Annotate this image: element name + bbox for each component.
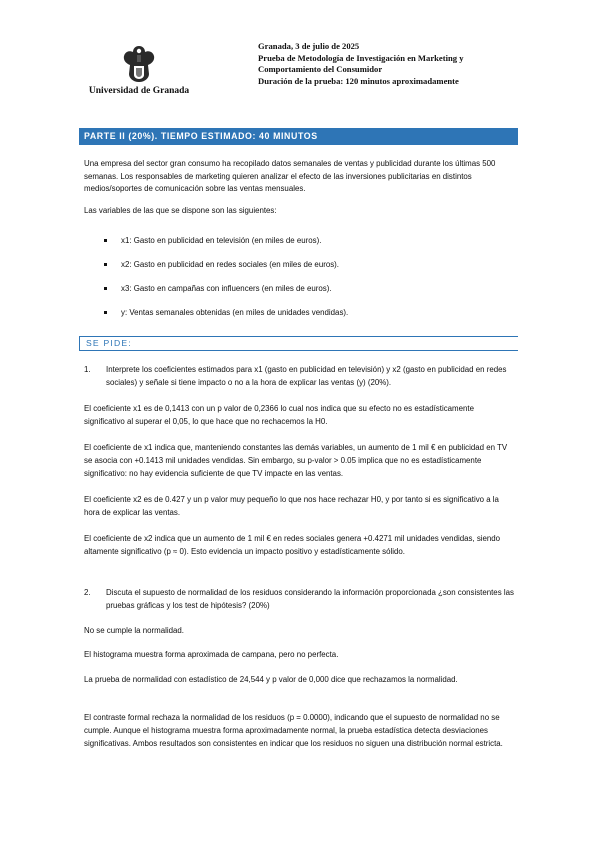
university-name: Universidad de Granada [88, 86, 190, 96]
header-date: Granada, 3 de julio de 2025 [258, 41, 360, 51]
exam-header [258, 41, 558, 87]
answer-paragraph: El coeficiente x1 es de 0,1413 con un p valor de 0,2366 lo cual nos indica que su efecto no es estadísticamente significativo al superar el 0,05, lo que hace que no rechacemos la H0. [84, 404, 474, 426]
university-logo [84, 44, 194, 96]
answer-paragraph: El coeficiente x2 es de 0.427 y un p valor muy pequeño lo que nos hace rechazar H0, y por tanto si es significativo a la hora de explicar las ventas. [84, 495, 499, 517]
header-course-line1: Prueba de Metodología de Investigación en Marketing y [258, 52, 464, 63]
bullet-icon [104, 311, 107, 314]
question-2 [84, 587, 516, 613]
bullet-icon [104, 263, 107, 266]
bullet-icon [104, 287, 107, 290]
answer-paragraph: No se cumple la normalidad. [84, 626, 184, 635]
question-text: Interprete los coeficientes estimados para x1 (gasto en publicidad en televisión) y x2 (gasto en publicidad en redes sociales) y señale si tiene impacto o no a la hora de explicar las ventas (y) (20%). [106, 365, 507, 387]
answer-paragraph: El coeficiente de x2 indica que un aumento de 1 mil € en redes sociales genera +0.4271 mil unidades vendidas, siendo altamente significativo (p ≈ 0). Esto evidencia un impacto positivo y estadísticamente sólido. [84, 534, 501, 556]
answer-paragraph: El coeficiente de x1 indica que, manteniendo constantes las demás variables, un aumento de 1 mil € en publicidad en TV se asocia con +0.1413 mil unidades vendidas. Sin embargo, su p-valor > 0.05 implica que no es estadísticamente significativo: no hay evidencia suficiente de que TV impacte en las ventas. [84, 443, 508, 478]
intro-section [84, 158, 516, 217]
answer-paragraph: El histograma muestra forma aproximada de campana, pero no perfecta. [84, 650, 339, 659]
se-pide-header: SE PIDE: [79, 336, 518, 351]
answer-paragraph: La prueba de normalidad con estadístico de 24,544 y p valor de 0,000 dice que rechazamos la normalidad. [84, 675, 458, 684]
question-number: 2. [84, 588, 91, 597]
list-item: x2: Gasto en publicidad en redes sociales (en miles de euros). [104, 259, 339, 271]
part-title-bar: PARTE II (20%). TIEMPO ESTIMADO: 40 MINUTOS [79, 128, 518, 145]
variables-intro: Las variables de las que se dispone son las siguientes: [84, 205, 277, 215]
list-item: x3: Gasto en campañas con influencers (en miles de euros). [104, 283, 332, 295]
list-item: x1: Gasto en publicidad en televisión (en miles de euros). [104, 235, 321, 247]
question-number: 1. [84, 365, 91, 374]
intro-paragraph: Una empresa del sector gran consumo ha recopilado datos semanales de ventas y publicidad durante los últimas 500 semanas. Los responsables de marketing quieren analizar el efecto de las inversiones publicitarias en distintos medios/soportes de comunicación sobre las ventas mensuales. [84, 159, 496, 194]
answer-paragraph: El contraste formal rechaza la normalidad de los residuos (p = 0.0000), indicando que el supuesto de normalidad no se cumple. Aunque el histograma muestra forma aproximadamente normal, la prueba estadística detecta desviaciones significativas. Ambos resultados son consistentes en indicar que los residuos no siguen una distribución normal estricta. [84, 713, 503, 748]
header-course-line2: Comportamiento del Consumidor [258, 64, 383, 75]
question-text: Discuta el supuesto de normalidad de los residuos considerando la información proporcionada ¿son consistentes las pruebas gráficas y los test de hipótesis? (20%) [106, 588, 514, 610]
header-duration: Duración de la prueba: 120 minutos aproximadamente [258, 75, 459, 86]
list-item: y: Ventas semanales obtenidas (en miles de unidades vendidas). [104, 307, 348, 319]
question-1 [84, 364, 516, 390]
university-crest-icon [121, 44, 157, 84]
bullet-icon [104, 239, 107, 242]
